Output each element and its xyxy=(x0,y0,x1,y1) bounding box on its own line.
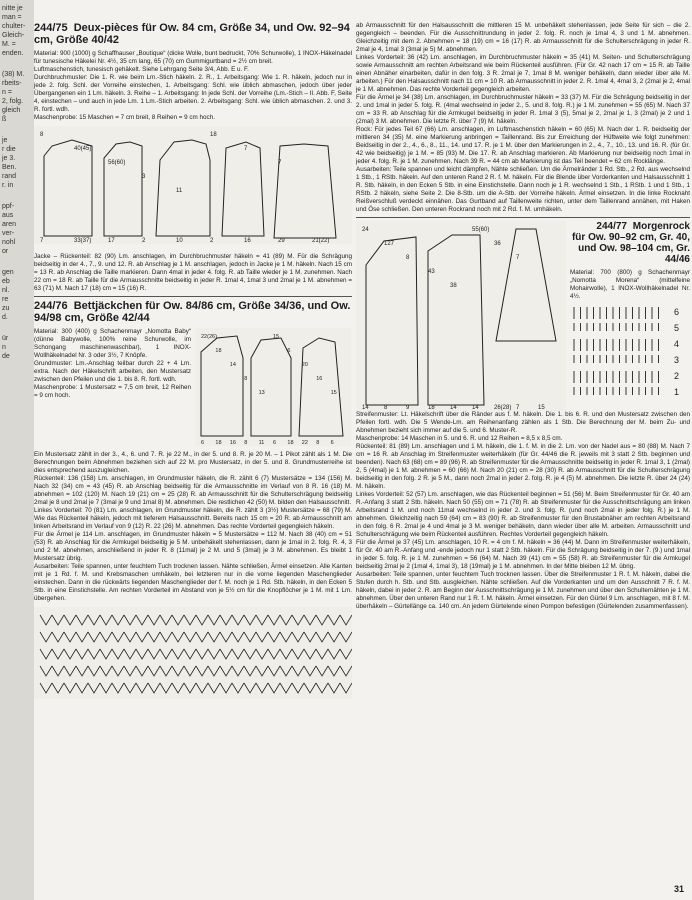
stitch-symbol xyxy=(316,632,328,642)
bettjaeckchen-schematic xyxy=(195,328,351,446)
measurement-label: 14 xyxy=(450,405,457,411)
stitch-symbol xyxy=(52,615,64,625)
measurement-label: 16 xyxy=(316,376,323,382)
chart-row-label: 1 xyxy=(674,387,680,397)
stitch-symbol xyxy=(136,615,148,625)
gutter-text-fragment: ß xyxy=(2,116,7,123)
measurement-label: 18 xyxy=(215,348,222,354)
measurement-label: 40(45) xyxy=(74,146,92,152)
stitch-symbol xyxy=(280,666,292,676)
gutter-text-fragment: nitte je xyxy=(2,5,23,12)
stitch-symbol xyxy=(76,615,88,625)
stitch-symbol xyxy=(148,649,160,659)
stitch-symbol xyxy=(160,683,172,693)
stitch-symbol xyxy=(148,666,160,676)
stitch-symbol xyxy=(340,632,352,642)
stitch-symbol xyxy=(316,666,328,676)
stitch-symbol xyxy=(172,666,184,676)
measurement-label: 15 xyxy=(273,334,280,340)
measurement-label: 22(26) xyxy=(201,334,217,340)
gutter-text-fragment: d. xyxy=(2,314,8,321)
gutter-text-fragment: rbeits- xyxy=(2,80,22,87)
stitch-symbol xyxy=(292,683,304,693)
stitch-symbol xyxy=(52,666,64,676)
stitch-symbol xyxy=(124,649,136,659)
sleeves-text: Für die Ärmel je 37 (45) Lm. anschlagen, 10 R. = 4 cm f. M. häkeln = 36 (44) M. Dann im Streifenmuster weiterhäkeln, für Gr. 40 am R.-Anfang und -ende jedoch nur 1 statt 2 Stb. häkeln. Für die Schrägung beidseitig in der 7. (9.) und 1mal in jeder 5. folg. R. je 1 M. zunehmen = 56 (64) M. Nach 39 (41) cm = 55 (58) R. ab Streifenmuster für die Armkugel beidseitig 2mal je 2 (1mal 4, 1mal 3), 18 (19mal) je 1 M. abnehmen. In der Mitte bleiben 12 M. übrig. xyxy=(356,539,690,570)
stitch-symbol xyxy=(40,683,52,693)
back-text: Rückenteil: 81 (89) Lm. anschlagen und 1 M. häkeln, die 1. f. M. in die 2. Lm. von der Nadel aus = 80 (88) M. Nach 7 cm = 16 R. ab Anschlag im Streifenmuster weiterhäkeln (für Gr. 44/46 die R. jeweils mit 3 statt 2 Stb. beginnen und beenden). Nach 63 (68) cm = 89 (96) R. ab Streifenmuster für die Armausschnitte beidseitig in jeder R. 1mal 3, 1 (2mal) 2, 5 (4mal) je 1 M. abnehmen = 60 (66) M. Nach 20 (21) cm = 28 (30) R. ab Armausschnitt für die Schulterschrägung beidseitig in den folg. 2 R. je 5 M., dann noch 2mal in jeder 2. folg. R. je 4 (5) M. abnehmen. Die letzte R. über 24 (24) M. häkeln. xyxy=(356,443,690,490)
gutter-text-fragment: gleich xyxy=(2,107,21,114)
stitch-symbol xyxy=(340,615,352,625)
stitch-symbol xyxy=(280,615,292,625)
measurement-label: 6 xyxy=(273,440,277,446)
stitch-symbol xyxy=(64,649,76,659)
measurement-label: 8 xyxy=(384,405,388,411)
measurement-label: 21(22) xyxy=(312,238,330,244)
gutter-text-fragment: or xyxy=(2,248,9,255)
stitch-symbol xyxy=(100,649,112,659)
measurement-label: 22 xyxy=(301,440,308,446)
stitch-symbol xyxy=(328,632,340,642)
gutter-text-fragment: Ben. xyxy=(2,164,17,171)
stitch-symbol xyxy=(316,649,328,659)
stitch-symbol xyxy=(52,632,64,642)
stitch-symbol xyxy=(196,632,208,642)
stitch-symbol xyxy=(268,683,280,693)
gutter-text-fragment: r. in xyxy=(2,182,14,189)
stitch-symbol xyxy=(280,632,292,642)
stitch-symbol xyxy=(184,632,196,642)
stitch-symbol xyxy=(292,666,304,676)
stitch-symbol xyxy=(100,683,112,693)
stitch-symbol xyxy=(220,632,232,642)
gutter-text-fragment: M. = xyxy=(2,41,16,48)
stitch-symbol xyxy=(172,615,184,625)
stitch-symbol xyxy=(88,649,100,659)
stitch-symbol xyxy=(196,683,208,693)
measurement-label: 2 xyxy=(210,238,214,244)
chart-row-label: 6 xyxy=(674,307,680,317)
gutter-text-fragment: ver- xyxy=(2,230,15,237)
measurement-label: 24 xyxy=(362,227,369,233)
back-text: Rückenteil: 136 (158) Lm. anschlagen, im Grundmuster häkeln, die R. zählt 6 (7) Mustersätze = 134 (156) M. Nach 32 (34) cm = 43 (45) R. ab Anschlag beidseitig für die Armausschnitte im Verlauf von 8 R. 16 (18) M. abnehmen = 102 (120) M. Nach 19 (21) cm = 25 (28) R. ab Armausschnitt für die Schulterschrägung beidseitig 2mal je 8 und 2mal je 7 (3mal je 9 und 1mal 8) M. abnehmen. Die restlichen 42 (50) M. bilden den Halsausschnitt. xyxy=(34,475,352,506)
gutter-text-fragment: (38) M. xyxy=(2,71,25,78)
continued-text: ab Armausschnitt für den Halsausschnitt die mittleren 15 M. unbehäkelt stehenlassen, jede Seite für sich – die 2. gegengleich – beenden. Für die Ausschnittrundung in jeder 2. folg. R. noch je 1mal 4, 3 und 1 M. abnehmen. Gleichzeitig mit dem 2. Abnehmen = 18 (19) cm = 16 (17) R. ab Armausschnitt für die Schulterschrägung in jeder R. 2mal je 4, 1mal 3 (3mal je 5) M. abnehmen. xyxy=(356,22,690,53)
stitch-symbol xyxy=(136,666,148,676)
measurement-label: 7 xyxy=(244,146,248,152)
gutter-text-fragment: ppf- xyxy=(2,203,15,210)
stitch-symbol xyxy=(256,632,268,642)
measurement-label: 16 xyxy=(244,238,251,244)
stitch-symbol xyxy=(172,683,184,693)
stitch-symbol xyxy=(304,615,316,625)
chart-row-label: 2 xyxy=(674,371,680,381)
stitch-symbol xyxy=(328,683,340,693)
gutter-text-fragment: gen xyxy=(2,269,14,276)
note-text: Ein Mustersatz zählt in der 3., 4., 6. und 7. R. je 22 M., in der 5. und 8. R. je 20 M. – 1 Pikot zählt als 1 M. Die Berechnungen beim Abnehmen beziehen sich auf 22 M. pro Mustersatz, in der 5. und 8. Grundmusterreihe ist dies entsprechend auszugleichen. xyxy=(34,451,352,474)
stitch-symbol xyxy=(112,649,124,659)
article-number: 244/75 xyxy=(34,22,68,34)
stitch-symbol xyxy=(52,649,64,659)
measurement-label: 10 xyxy=(176,238,183,244)
stitch-symbol xyxy=(160,615,172,625)
left-page-margin xyxy=(0,0,34,900)
gutter-text-fragment: n = xyxy=(2,89,12,96)
measurement-label: 6 xyxy=(287,348,291,354)
stitch-symbol xyxy=(112,683,124,693)
stitch-symbol xyxy=(292,632,304,642)
stitch-symbol xyxy=(328,666,340,676)
gutter-text-fragment: je xyxy=(2,137,8,144)
gutter-text-fragment: je 3. xyxy=(2,155,16,162)
back-text: Jacke – Rückenteil: 82 (90) Lm. anschlagen, im Durchbruchmuster häkeln = 41 (89) M. Für die Schrägung beidseitig in der 4., 7., 9. und 12. R. ab Anschlag je 1 M. anschlagen, jedoch in Jacke je 1 M. häkeln. Nach 15 cm = 13 R. ab Anschlag die Taille markieren. Dann 4mal in jeder 4. folg. R. ab Taille wieder je 1 M. zunehmen. Nach 22 cm = 18 R. ab Taille für die Armausschnitte beidseitig in jeder R. 1mal 4, 1mal 3 und 2mal je 1 M. abnehmen = 63 (71) M. Nach 17 (18) cm = 15 (16) R. xyxy=(34,253,352,292)
stitch-symbol xyxy=(280,649,292,659)
article-number: 244/77 xyxy=(596,221,627,232)
sleeve-text: Für die Ärmel je 114 Lm. anschlagen, im Grundmuster häkeln = 5 Mustersätze = 112 M. Nach 38 (40) cm = 51 (53) R. ab Anschlag für die Armkugel beidseitig je 5 M. unbehäkelt stehenlassen, dann je 1mal in 2. folg. R. 4, 3 und 2 M. abnehmen, anschließend in jeder R. 8 (11mal) je 2 M. und 5 (3mal) je 3 M. abnehmen. Es bleibt 1 Mustersatz übrig. xyxy=(34,531,352,562)
measurement-label: 15 xyxy=(538,405,545,411)
page-number: 31 xyxy=(673,884,684,894)
measurement-label: 127 xyxy=(384,241,395,247)
stitch-text: Luftmaschenstich, tunesisch gehäkelt. Siehe Lehrgang Seite 3/4, Abb. E u. F. xyxy=(34,66,249,73)
stitch-symbol xyxy=(100,615,112,625)
gutter-text-fragment: re xyxy=(2,296,9,303)
stitch-symbol xyxy=(88,632,100,642)
article-244-77-title: 244/77 Morgenrock für Ow. 90–92 cm, Gr. 40, und Ow. 98–104 cm, Gr. 44/46 xyxy=(571,221,690,265)
measurement-label: 7 xyxy=(516,255,520,261)
stitch-symbol xyxy=(196,666,208,676)
measurement-label: 9 xyxy=(406,405,410,411)
stitch-symbol xyxy=(232,632,244,642)
stitch-symbol xyxy=(244,615,256,625)
stitch-symbol xyxy=(292,649,304,659)
front-text: Linkes Vorderteil: 70 (81) Lm. anschlagen, im Grundmuster häkeln, die R. zählt 3 (3½) Mustersätze = 68 (79) M. Wie das Rückenteil häkeln, jedoch mit tieferem Halsausschnitt. Bereits nach 15 cm = 20 R. ab Armausschnitt am linken Arbeitsrand im Verlauf von 9 (12) R. 22 (26) M. abnehmen. Das rechte Vorderteil gegengleich häkeln. xyxy=(34,507,352,530)
stitch-symbol xyxy=(136,683,148,693)
measurement-label: 14 xyxy=(472,405,479,411)
measurement-label: 11 xyxy=(258,440,265,446)
stitch-symbol xyxy=(40,666,52,676)
stitch-symbol xyxy=(208,615,220,625)
stitch-symbol xyxy=(196,649,208,659)
stitch-symbol xyxy=(148,632,160,642)
stitch-symbol xyxy=(304,649,316,659)
stitch-symbol xyxy=(124,615,136,625)
gutter-text-fragment: aus xyxy=(2,212,14,219)
morgenrock-schematic xyxy=(356,221,566,411)
stitch-symbol xyxy=(184,666,196,676)
stripe-pattern-text: Streifenmuster: Lt. Häkelschrift über die Ränder aus f. M. häkeln. Die 1. bis 6. R. und den Mustersatz zwischen den Pfeilen fortl. wdh. Die 5 Wende-Lm. am Reihenanfang zählen als 1 Stb. Die Berechnung der M. beim Zu- und Abnehmen bezieht sich immer auf die 5. und 6. Muster-R. xyxy=(356,411,690,434)
measurement-label: 56(60) xyxy=(108,160,126,166)
stitch-symbol xyxy=(268,632,280,642)
sleeves-text: Für die Ärmel je 34 (38) Lm. anschlagen, im Durchbruchmuster häkeln = 33 (37) M. Für die Schrägung beidseitig in der 2. und 1mal in jeder 5. folg. R. (4mal wechselnd in jeder 2., 5. und 8. folg. R.) je 1 M. zunehmen = 55 (65) M. Nach 37 cm = 33 R. ab Anschlag für die Armkugel beidseitig in jeder R. 1mal 3 (5), 5mal je 2, 2mal je 1, 3 (2mal) je 2 und 1 (2mal) 3 M. abnehmen. Die letzte R. über 7 (9) M. häkeln. xyxy=(356,94,690,125)
stitch-symbol xyxy=(136,632,148,642)
measurement-label: 6 xyxy=(330,440,334,446)
stitch-symbol xyxy=(112,666,124,676)
stitch-symbol xyxy=(112,632,124,642)
measurement-label: 18 xyxy=(210,132,217,138)
stitch-symbol xyxy=(316,615,328,625)
material-text: Material: 300 (400) g Schachenmayr „Nomotta Baby“ (dünne Babywolle, 100% reine Schurwolle, im Schongang maschinenwaschbar), 1 INOX-Wollhäkelnadel Nr. 3 oder 3½, 7 Knöpfe. xyxy=(34,328,191,359)
stitch-text: Grundmuster: Lm.-Anschlag teilbar durch 22 + 4 Lm. extra. Nach der Häkelschrift arbeiten, den Mustersatz zwischen den Pfeilen und die 1. bis 8. R. fortl. wdh. xyxy=(34,360,191,383)
material-text: Material: 700 (800) g Schachenmayr „Nomotta Morena“ (mittelfeine Mohairwolle), 1 INOX-Wollhäkelnadel Nr. 4½. xyxy=(570,269,690,300)
stitch-symbol xyxy=(340,649,352,659)
measurement-label: 13 xyxy=(258,390,265,396)
measurement-label: 14 xyxy=(229,362,236,368)
measurement-label: 33(37) xyxy=(74,238,92,244)
gutter-text-fragment: zu xyxy=(2,305,10,312)
gutter-text-fragment: r die xyxy=(2,146,16,153)
stitch-symbol xyxy=(244,666,256,676)
finishing-text: Ausarbeiten: Teile spannen, unter feuchtem Tuch trocknen lassen. Über die Streifenmuster 1 R. f. M. häkeln, dabei die Stufen durch h. Stb. und Stb. ausgleichen. Nähte schließen. Auf die Vorderkanten und um den Ausschnitt 7 R. f. M. häkeln, dabei in jeder 2. R. am Beginn der Ausschnittschrägung je 1 M. zunehmen und über den Schulternähten je 1 M. abnehmen. Über den unteren Rand nur 1 R. f. M. häkeln. Ärmel einsetzen. Für den Gürtel 9 Lm. anschlagen, mit 8 f. M. überhäkeln – Gürtellänge ca. 140 cm. An jedem Gürtelende einen Pompon befestigen (Gürtelenden zusammenfassen). xyxy=(356,571,690,610)
stitch-symbol xyxy=(256,649,268,659)
stitch-symbol xyxy=(280,683,292,693)
skirt-text: Rock: Für jedes Teil 67 (66) Lm. anschlagen, im Luftmaschenstich häkeln = 60 (65) M. Nach der 1. R. beidseitig der mittleren 34 (35) M. eine Markierung anbringen = Taillenrand. Bis zur Erreichung der Hüftweite wie folgt zunehmen: Beidseitig in der 2., 4., 6., 8., 11., 14. und 17. R. je 1 M. über den Markierungen in 2., 4., 7., 10., 13. und 16. R. (für Gr. 42 wie beidseitig) je 1 M. = 85 (93) M. Die 17. R. ab Anschlag markieren. Ab Markierung nur beidseitig noch 1mal in jeder 4. folg. R. je 1 M. zunehmen. Nach 39 R. = 44 cm ab Markierung ist das Teil beendet = 62 cm Rocklänge. xyxy=(356,126,690,165)
stitch-symbol xyxy=(232,666,244,676)
stitch-symbol xyxy=(148,683,160,693)
measurement-label: 8 xyxy=(244,440,248,446)
stitch-symbol xyxy=(100,666,112,676)
measurement-label: 8 xyxy=(406,255,410,261)
stitch-symbol xyxy=(52,683,64,693)
left-front-text: Linkes Vorderteil: 52 (57) Lm. anschlagen, wie das Rückenteil beginnen = 51 (56) M. Beim Streifenmuster für Gr. 40 am R.-Anfang 3 statt 2 Stb. häkeln. Nach 50 (55) cm = 71 (78) R. ab Streifenmuster für die Ausschnittschrägung am linken Arbeitsrand 1 M. und noch 11mal wechselnd in jeder 2. und 3. folg. R. (und noch 2mal in jeder folg. R.) je 1 M. abnehmen. Gleichzeitig nach 59 (64) cm = 83 (90) R. ab Streifenmuster für den Brustabnäher am rechten Arbeitsrand in den folg. 6 R. 2mal je 4 und 4mal je 3 M. weniger behäkeln, dann wieder über alle M. arbeiten. Armausschnitt und Schulterschrägung wie beim Rückenteil ausführen. Rechtes Vorderteil gegengleich häkeln. xyxy=(356,491,690,538)
stitch-symbol xyxy=(328,649,340,659)
assembly-text: Ausarbeiten: Teile spannen, unter feuchtem Tuch trocknen lassen. Nähte schließen, Ärmel einsetzen. Alle Kanten mit je 1 Rd. f. M. und Krebsmaschen umhäkeln, bei letzteren nur in die vorne liegenden Maschenglieder einstechen. Dann in die rückwärts liegenden Maschenglieder der f. M. noch je 1 Rd. Stb. häkeln, in den Ecken 5 Stb. in eine Einstichstelle. Am rechten Vorderteil im Abstand von je 5½ cm für die Knopflöcher je 1 M. mit 1 Lm. übergehen. xyxy=(34,563,352,602)
stitch-symbol xyxy=(268,615,280,625)
stitch-symbol xyxy=(208,632,220,642)
stitch-symbol xyxy=(136,649,148,659)
gutter-text-fragment: aren xyxy=(2,221,17,228)
stripe-stitch-chart xyxy=(570,301,688,405)
stitch-symbol xyxy=(184,649,196,659)
stitch-symbol xyxy=(124,632,136,642)
stitch-symbol xyxy=(340,666,352,676)
stitch-symbol xyxy=(184,683,196,693)
chart-row-label: 4 xyxy=(674,339,680,349)
stitch-symbol xyxy=(160,666,172,676)
stitch-symbol xyxy=(40,632,52,642)
stitch-symbol xyxy=(244,632,256,642)
stitch-symbol xyxy=(340,683,352,693)
stitch-symbol xyxy=(220,683,232,693)
gutter-text-fragment: nl. xyxy=(2,287,10,294)
stitch-symbol xyxy=(172,649,184,659)
stitch-symbol xyxy=(268,649,280,659)
stitch-symbol xyxy=(232,683,244,693)
stitch-symbol xyxy=(76,666,88,676)
measurement-label: 14 xyxy=(362,405,369,411)
pattern-text: Durchbruchmuster: Die 1. R. wie beim Lm.-Stich häkeln. 2. R., 1. Arbeitsgang: Wie 1. R. häkeln, jedoch nur in jede 2. folg. Schl. der Vorreihe einstechen, 1. Arbeitsgang: Schl. wie üblich abmaschen, jedoch über jeder Übergangenen ein 1 Lm. häkeln. 3. Reihe – 1. Arbeitsgang: In jede Schl. der Vorreihe (Lm.-Stich – II. Abb. F, Seite 4, einstechen – und auch in jede Lm. 1 Lm.-Stich arbeiten. 2. Arbeitsgang: Schl. wie üblich abmaschen. 2. und 3. R. fortl. wdh. xyxy=(34,74,352,113)
gutter-text-fragment: de xyxy=(2,353,10,360)
stitch-symbol xyxy=(184,615,196,625)
section-divider xyxy=(356,217,690,218)
gutter-text-fragment: chulter- xyxy=(2,23,26,30)
measurement-label: 8 xyxy=(40,132,44,138)
gutter-text-fragment: enden. xyxy=(2,50,24,57)
stitch-symbol xyxy=(196,615,208,625)
stitch-symbol xyxy=(64,615,76,625)
gutter-text-fragment: eb xyxy=(2,278,10,285)
stitch-symbol xyxy=(256,615,268,625)
gutter-text-fragment: nohl xyxy=(2,239,16,246)
measurement-label: 7 xyxy=(40,238,44,244)
gauge-text: Maschenprobe: 1 Mustersatz = 7,5 cm breit, 12 Reihen = 9 cm hoch. xyxy=(34,384,191,399)
stitch-symbol xyxy=(172,632,184,642)
measurement-label: 20 xyxy=(301,362,308,368)
measurement-label: 43 xyxy=(428,269,435,275)
left-front-text: Linkes Vorderteil: 36 (42) Lm. anschlagen, im Durchbruchmuster häkeln = 35 (41) M. Seiten- und Schulterschrägung sowie Armausschnitt am rechten Arbeitsrand wie beim Rückenteil ausführen. (Für Gr. 42 nach 17 cm = 15 R. ab Taille einen Abnäher einarbeiten, dafür in den folg. 3 R. 2mal je 7, 1mal 8 M. weniger behäkeln, dann wieder über alle M. arbeiten.) Für den Halsausschnitt nach 11 cm = 10 R. ab Armausschnitt in jeder 2. R. 1mal 4, 4mal 3, 2 (2mal je 2, 4mal je 1 M. abnehmen. Das rechte Vorderteil gegengleich arbeiten. xyxy=(356,54,690,93)
article-244-75-title: 244/75 Deux-pièces für Ow. 84 cm, Größe 34, und Ow. 92–94 cm, Größe 40/42 xyxy=(34,22,350,46)
stitch-symbol xyxy=(40,615,52,625)
gutter-text-fragment: Gleich- xyxy=(2,32,25,39)
stitch-symbol xyxy=(160,632,172,642)
stitch-symbol xyxy=(232,615,244,625)
measurement-label: 15 xyxy=(330,390,337,396)
chart-row-label: 5 xyxy=(674,323,680,333)
stitch-symbol xyxy=(208,666,220,676)
stitch-symbol xyxy=(244,649,256,659)
stitch-symbol xyxy=(244,683,256,693)
left-column xyxy=(34,22,352,708)
stitch-symbol xyxy=(304,632,316,642)
stitch-symbol xyxy=(232,649,244,659)
gauge-text: Maschenprobe: 14 Maschen in 5. und 6. R. und 12 Reihen = 8,5 x 8,5 cm. xyxy=(356,435,563,442)
measurement-label: 18 xyxy=(215,440,222,446)
stitch-symbol xyxy=(88,683,100,693)
stitch-symbol xyxy=(208,683,220,693)
gutter-text-fragment: n xyxy=(2,344,6,351)
stitch-symbol xyxy=(100,632,112,642)
stitch-symbol xyxy=(40,649,52,659)
stitch-symbol xyxy=(220,666,232,676)
finishing-text: Ausarbeiten: Teile spannen und leicht dämpfen, Nähte schließen. Um die Ärmelränder 1 Rd. Stb., 2 Rd. aus wechselnd 1 Stb., 1 RStb. häkeln. Auf den unteren Rand 2 R. f. M. häkeln. Für die Blende über Vorderkanten und Halsausschnitt 1 R. Stb. häkeln, in den Ecken 5 Stb. in eine Einstichstelle. Dann noch je 1 R. wechselnd 1 Stb., 1 RStb. 1 und 1 Stb., 1 RStb. 2 häkeln, siehe Seite 2. Die 8-Stb. um die A-Stb. der Vorreihe häkeln. Ärmel einsetzen. In die linke Rocknaht Reißverschluß verdeckt einnähen. Das Gurtband auf Taillenweite richten, unter dem Taillenrand annähen, mit Haken und Öse schließen. Den unteren Rockrand noch mit 2 Rd. f. M. umhäkeln. xyxy=(356,166,690,213)
measurement-label: 29 xyxy=(278,238,285,244)
stitch-symbol xyxy=(112,615,124,625)
stitch-symbol xyxy=(76,683,88,693)
stitch-symbol xyxy=(208,649,220,659)
gutter-text-fragment: man = xyxy=(2,14,22,21)
stitch-symbol xyxy=(256,666,268,676)
stitch-symbol xyxy=(292,615,304,625)
stitch-symbol xyxy=(88,615,100,625)
stitch-symbol xyxy=(304,666,316,676)
stitch-symbol xyxy=(220,615,232,625)
measurement-label: 18 xyxy=(428,405,435,411)
stitch-symbol xyxy=(316,683,328,693)
measurement-label: 17 xyxy=(108,238,115,244)
stitch-symbol xyxy=(148,615,160,625)
section-divider xyxy=(34,296,352,297)
measurement-label: 55(60) xyxy=(472,227,490,233)
article-244-76-title: 244/76 Bettjäckchen für Ow. 84/86 cm, Größe 34/36, und Ow. 94/98 cm, Größe 42/44 xyxy=(34,300,351,324)
measurement-label: 8 xyxy=(244,376,248,382)
stitch-symbol xyxy=(76,649,88,659)
measurement-label: 8 xyxy=(316,440,320,446)
gutter-text-fragment: rand xyxy=(2,173,17,180)
stitch-symbol xyxy=(328,615,340,625)
measurement-label: 26(28) xyxy=(494,405,512,411)
measurement-label: 7 xyxy=(516,405,520,411)
chart-row-label: 3 xyxy=(674,355,680,365)
gutter-text-fragment: 2, folg. xyxy=(2,98,24,105)
deux-pieces-schematic xyxy=(34,126,352,244)
pattern-page xyxy=(34,0,692,900)
stitch-symbol xyxy=(64,666,76,676)
right-column xyxy=(356,22,690,611)
article-number: 244/76 xyxy=(34,300,68,312)
stitch-symbol xyxy=(220,649,232,659)
measurement-label: 2 xyxy=(142,238,146,244)
measurement-label: 36 xyxy=(494,241,501,247)
material-text: Material: 900 (1000) g Schaffhauser „Boutique“ (dicke Wolle, bunt bedruckt, 70% Schurwolle), 1 INOX-Häkelnadel für tunesische Häkelei Nr. 4½, 35 cm lang, 65 (70) cm Gummigurtband = 2½ cm breit. xyxy=(34,50,352,65)
stitch-symbol xyxy=(124,666,136,676)
stitch-symbol xyxy=(256,683,268,693)
stitch-symbol xyxy=(64,683,76,693)
measurement-label: 18 xyxy=(287,440,294,446)
gauge-text: Maschenprobe: 15 Maschen = 7 cm breit, 8 Reihen = 9 cm hoch. xyxy=(34,114,215,121)
stitch-symbol xyxy=(64,632,76,642)
stitch-symbol xyxy=(76,632,88,642)
stitch-symbol xyxy=(160,649,172,659)
measurement-label: 38 xyxy=(450,283,457,289)
measurement-label: 7 xyxy=(278,160,282,166)
measurement-label: 3 xyxy=(142,174,146,180)
stitch-symbol xyxy=(124,683,136,693)
stitch-symbol xyxy=(304,683,316,693)
gutter-text-fragment: ür xyxy=(2,335,9,342)
crochet-stitch-chart xyxy=(34,607,352,699)
measurement-label: 16 xyxy=(229,440,236,446)
stitch-symbol xyxy=(268,666,280,676)
measurement-label: 11 xyxy=(176,188,183,194)
measurement-label: 6 xyxy=(201,440,205,446)
stitch-symbol xyxy=(88,666,100,676)
